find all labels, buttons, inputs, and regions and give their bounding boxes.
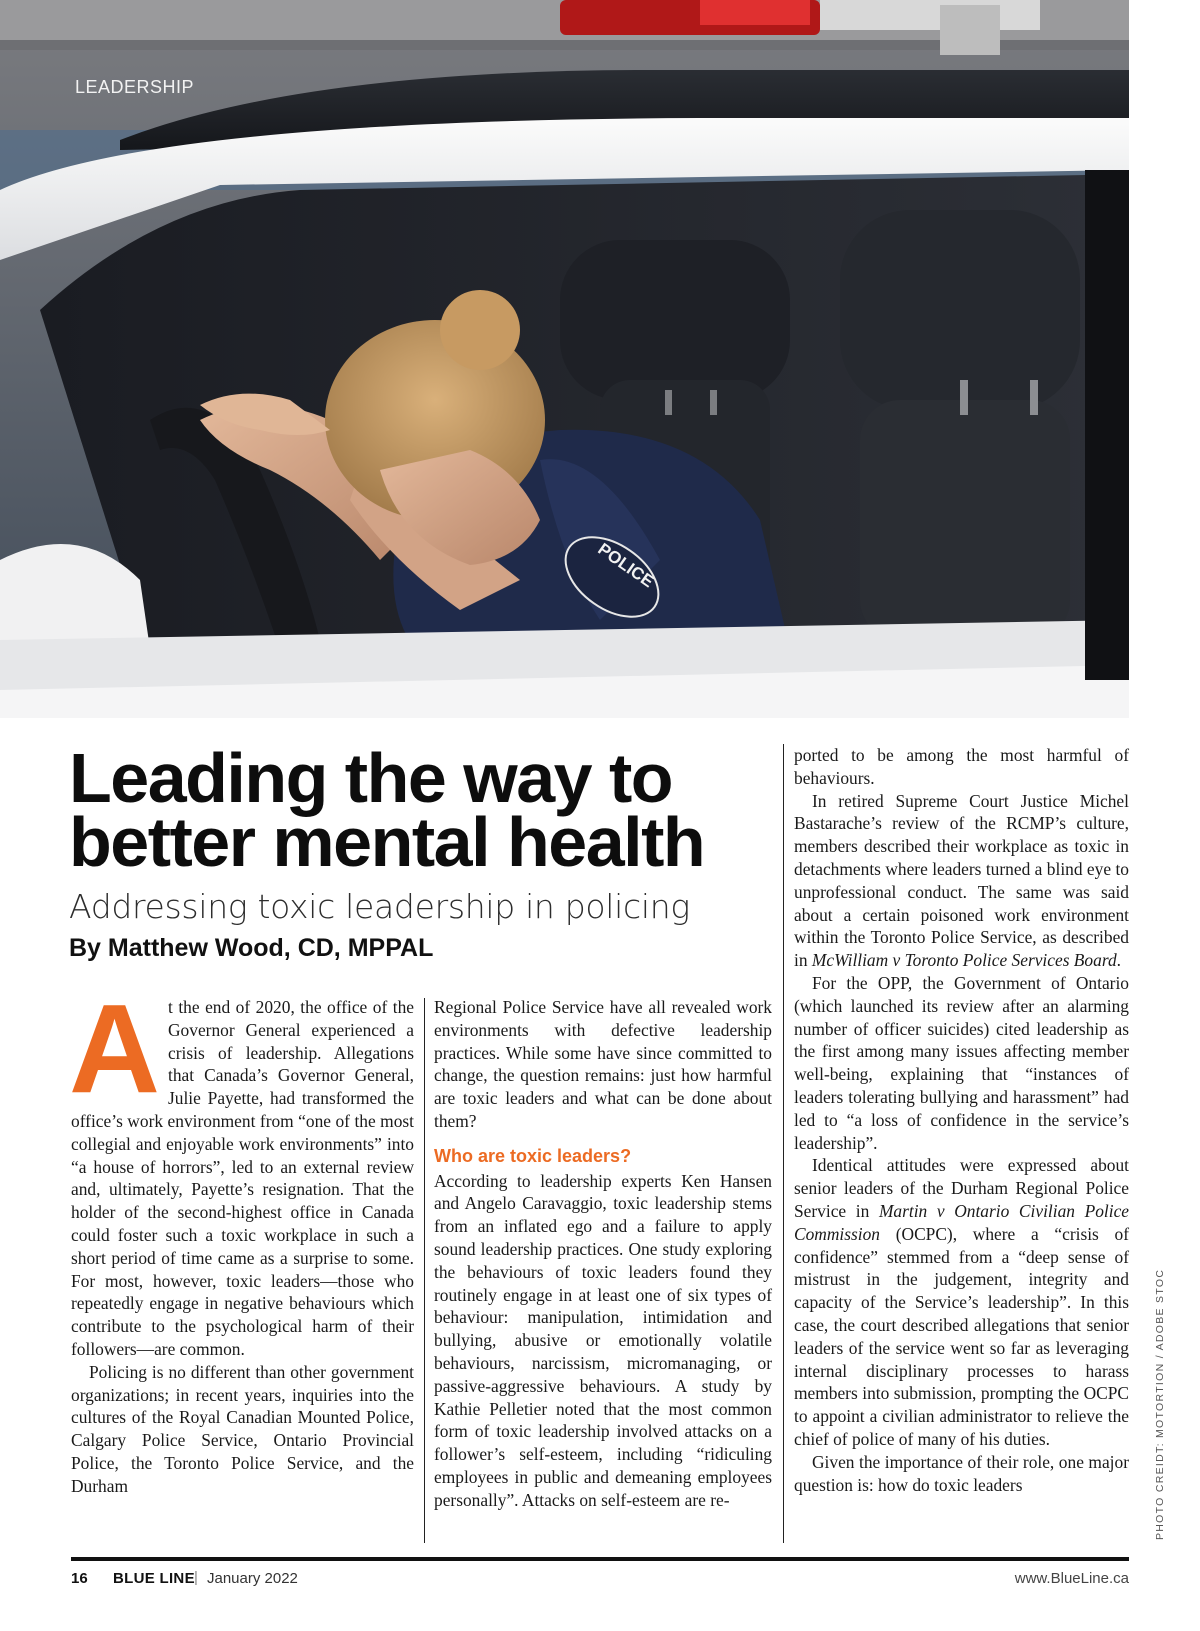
paragraph-7: Given the importance of their role, one major question is: how do toxic leaders <box>794 1451 1129 1495</box>
article-title <box>69 739 769 881</box>
section-subhead: Who are toxic leaders? <box>434 1145 632 1166</box>
paragraph-2: Policing is no different than other government organizations; in recent years, inquiries into the cultures of the Royal Canadian Mounted Police, Calgary Police Service, Ontario Provincial Police, the Toronto Police Service, and the Durham <box>71 1361 414 1496</box>
title-line-1: Leading the way to <box>69 739 673 817</box>
column-rule <box>424 998 425 1543</box>
shoulder-patch-text: POLICE <box>594 539 658 592</box>
article-subtitle: Addressing toxic leadership in policing <box>69 887 690 926</box>
section-label: LEADERSHIP <box>75 77 195 97</box>
paragraph-3-continued: ported to be among the most harmful of behaviours. <box>794 745 1129 788</box>
paragraph-4 <box>794 790 1129 972</box>
drop-cap: A <box>69 978 160 1119</box>
paragraph-6-end: (OCPC), where a “crisis of confidence” stemmed from a “deep sense of mistrust in the judgement, integrity and capacity of the Service’s leadership”. In this case, the court described allegations that senior leaders of the service went so far as leveraging internal disciplinary processes to harass members into submission, prompting the OCPC to appoint a civilian administrator to relieve the chief of police of many of his duties. <box>794 1223 1129 1449</box>
paragraph-3: According to leadership experts Ken Hansen and Angelo Caravaggio, toxic leadership stems from an inflated ego and a failure to apply sound leadership practices. One study exploring the behaviours of toxic leaders found they routinely engage in at least one of six types of behaviour: manipulation, intimidation and bullying, abusive or emotionally volatile behaviours, narcissism, micromanaging, or passive-aggressive behaviours. A study by Kathie Pelletier noted that the most common form of toxic leadership involved attacks on a follower’s self-esteem, including “ridiculing employees in public and demeaning employees personally”. Attacks on self-esteem are re- <box>434 1170 772 1510</box>
paragraph-4-end: . <box>1116 950 1122 971</box>
paragraph-4-text: In retired Supreme Court Justice Michel Bastarache’s review of the RCMP’s culture, members described their workplace as toxic in detachments where leaders turned a blind eye to unprofessional conduct. The same was said about a certain poisoned work environment within the Toronto Police Service, as described in <box>794 790 1129 971</box>
footer-rule <box>71 1557 1129 1561</box>
hero-photo <box>0 0 1129 718</box>
issue-date: January 2022 <box>207 1570 298 1587</box>
police-car-officer-illustration <box>0 0 1129 718</box>
website-link[interactable]: www.BlueLine.ca <box>1014 1570 1129 1587</box>
title-line-2: better mental health <box>69 803 705 881</box>
page-number: 16 <box>71 1570 88 1587</box>
case-citation: McWilliam v Toronto Police Services Board <box>811 950 1117 971</box>
page-footer <box>71 1567 1129 1591</box>
paragraph-5: For the OPP, the Government of Ontario (which launched its review after an alarming number of officer suicides) cited leadership as the first among many issues affecting member well-being, explaining that “instances of leaders tolerating bullying and harassment” had led to “a loss of confidence in the service’s leadership”. <box>794 972 1129 1153</box>
magazine-name: BLUE LINE <box>113 1570 195 1587</box>
paragraph-1 <box>69 978 414 1361</box>
footer-separator: | <box>194 1569 198 1586</box>
body-column-1 <box>69 978 414 1498</box>
paragraph-1-text: t the end of 2020, the office of the Governor General experienced a crisis of leadership. Allegations that Canada’s Governor General, Julie Payette, had transformed the office’s work environment from “one of the most collegial and enjoyable work environments” into “a house of horrors”, led to an external review and, ultimately, Payette’s resignation. That the holder of the second-highest office in Canada could foster such a toxic workplace in such a short period of time came as a surprise to some. For most, however, toxic leaders—those who repeatedly engage in negative behaviours which contribute to the psychological harm of their followers—are common. <box>71 997 414 1359</box>
photo-credit: PHOTO CREIDT: MOTORTION / ADOBE STOC <box>1154 1268 1166 1540</box>
paragraph-6-text: Identical attitudes were expressed about senior leaders of the Durham Regional Police Service in <box>794 1155 1129 1221</box>
paragraph-2-continued: Regional Police Service have all revealed work environments with defective leadership practices. While some have since committed to change, the question remains: just how harmful are toxic leaders and what can be done about them? <box>434 997 772 1131</box>
paragraph-6 <box>794 1154 1129 1450</box>
case-citation: Martin v Ontario Civilian Police Commission <box>794 1200 1130 1244</box>
column-rule <box>783 744 784 1543</box>
byline: By Matthew Wood, CD, MPPAL <box>69 934 434 962</box>
body-column-3 <box>794 744 1129 1496</box>
body-column-2 <box>434 996 772 1512</box>
